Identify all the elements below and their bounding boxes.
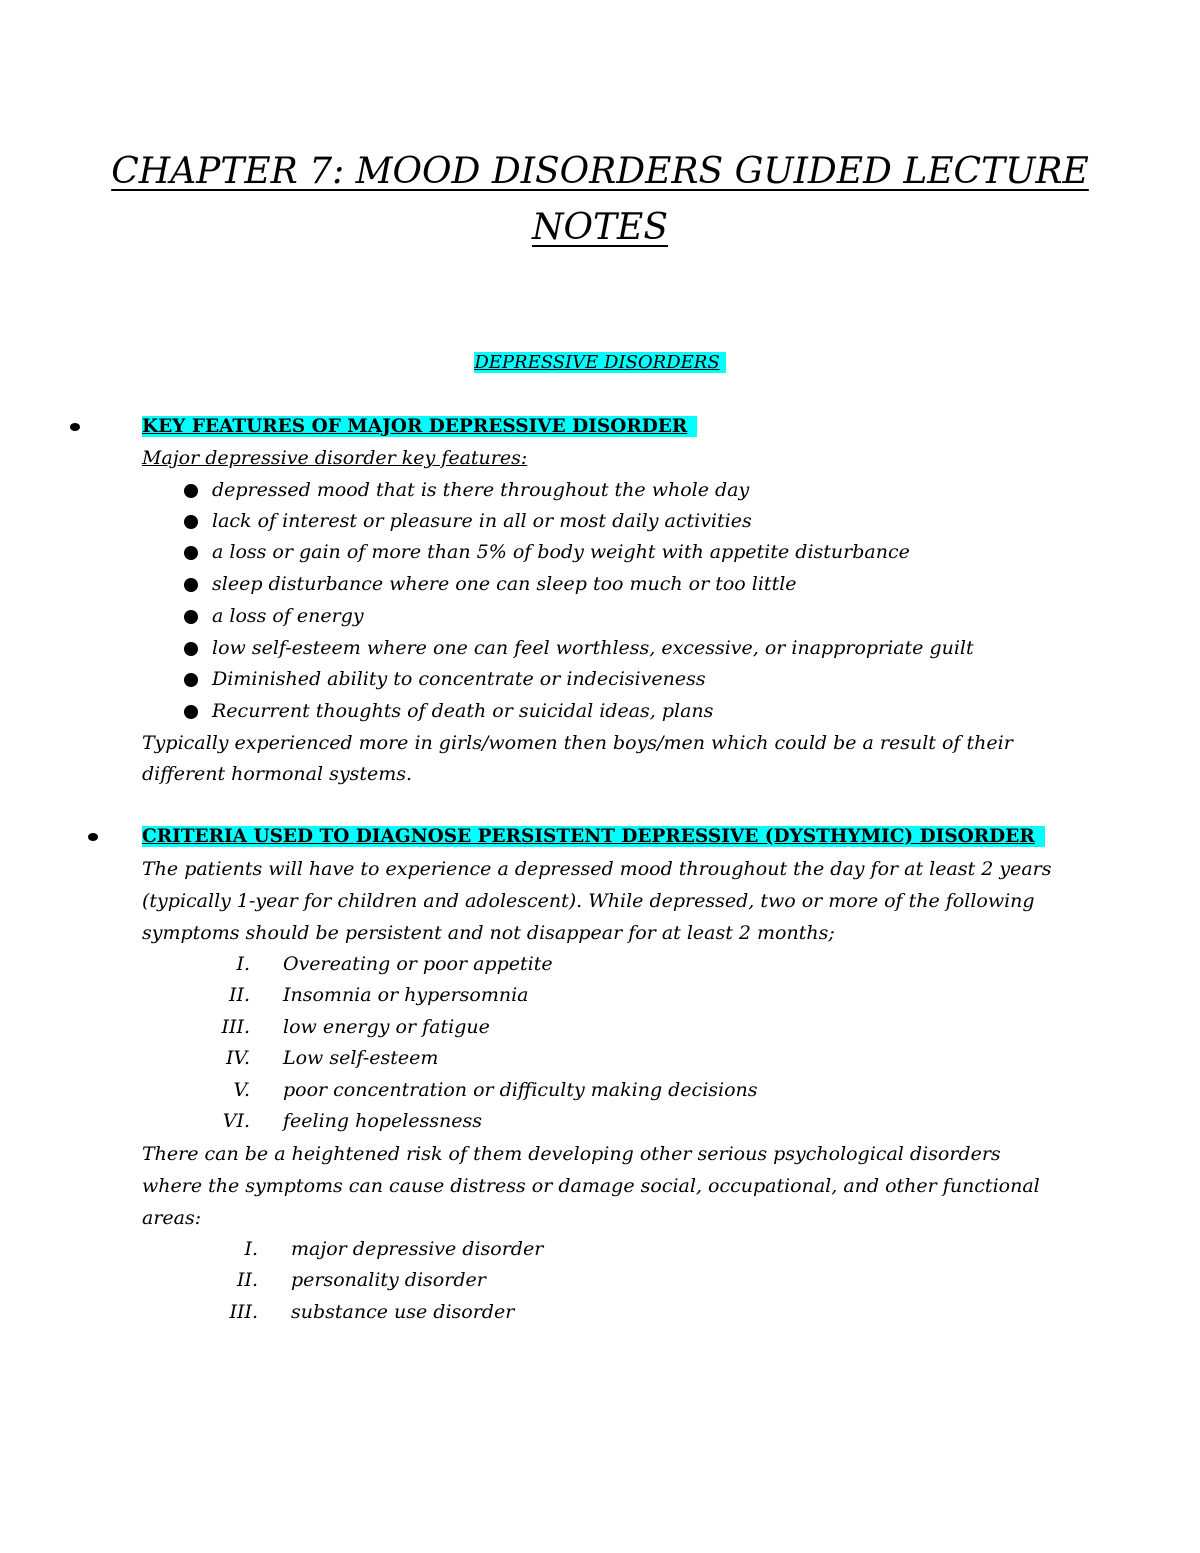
bullet-icon [184,610,198,624]
list-item: Recurrent thoughts of death or suicidal ideas, plans [212,700,714,722]
list-item-number: IV. [226,1047,250,1069]
list-item-number: V. [233,1079,250,1101]
list-item: a loss or gain of more than 5% of body weight with appetite disturbance [212,541,910,563]
bullet-icon [184,484,198,498]
section1-closing-line-1: Typically experienced more in girls/women then boys/men which could be a result of their [142,732,1013,754]
list-item: major depressive disorder [291,1238,544,1260]
list-item-number: II. [236,1269,258,1291]
list-item-number: I. [236,953,250,975]
list-item-number: VI. [222,1110,250,1132]
list-item: Insomnia or hypersomnia [283,984,529,1006]
section2-risk-line-2: where the symptoms can cause distress or damage social, occupational, and other functional [142,1175,1040,1197]
bullet-icon [184,515,198,529]
section2-risk-line-3: areas: [142,1207,202,1229]
section2-intro-line-1: The patients will have to experience a depressed mood throughout the day for at least 2 years [142,858,1052,880]
bullet-icon [184,705,198,719]
list-item: low self-esteem where one can feel worthless, excessive, or inappropriate guilt [212,637,974,659]
section-title [0,348,1200,378]
section2-heading-text: CRITERIA USED TO DIAGNOSE PERSISTENT DEPRESSIVE (DYSTHYMIC) DISORDER [142,826,1045,847]
heading-bullet-icon [70,423,80,431]
list-item: Diminished ability to concentrate or indecisiveness [212,668,706,690]
list-item-number: I. [244,1238,258,1260]
list-item-number: III. [221,1016,250,1038]
list-item: personality disorder [291,1269,486,1291]
section2-risk-line-1: There can be a heightened risk of them developing other serious psychological disorders [142,1143,1001,1165]
bullet-icon [184,673,198,687]
bullet-icon [184,578,198,592]
list-item: Low self-esteem [283,1047,439,1069]
section-title-text: DEPRESSIVE DISORDERS [474,352,725,373]
list-item-number: III. [229,1301,258,1323]
bullet-icon [184,642,198,656]
list-item: low energy or fatigue [283,1016,490,1038]
section1-heading [142,412,697,442]
list-item: lack of interest or pleasure in all or most daily activities [212,510,752,532]
section1-closing-line-2: different hormonal systems. [142,763,412,785]
list-item: depressed mood that is there throughout the whole day [212,479,750,501]
list-item: sleep disturbance where one can sleep too much or too little [212,573,797,595]
section2-intro-line-3: symptoms should be persistent and not disappear for at least 2 months; [142,922,835,944]
list-item: a loss of energy [212,605,364,627]
section2-heading [142,822,1045,852]
list-item: Overeating or poor appetite [283,953,553,975]
section1-intro: Major depressive disorder key features: [142,447,528,469]
list-item: feeling hopelessness [283,1110,482,1132]
page-title-line-1: CHAPTER 7: MOOD DISORDERS GUIDED LECTURE [111,151,1089,192]
list-item-number: II. [228,984,250,1006]
list-item: poor concentration or difficulty making decisions [283,1079,758,1101]
list-item: substance use disorder [291,1301,515,1323]
bullet-icon [184,546,198,560]
section2-intro-line-2: (typically 1-year for children and adolescent). While depressed, two or more of the following [142,890,1035,912]
section1-heading-text: KEY FEATURES OF MAJOR DEPRESSIVE DISORDER [142,416,697,437]
heading-bullet-icon [88,833,98,841]
page-title-line-2: NOTES [532,207,668,248]
